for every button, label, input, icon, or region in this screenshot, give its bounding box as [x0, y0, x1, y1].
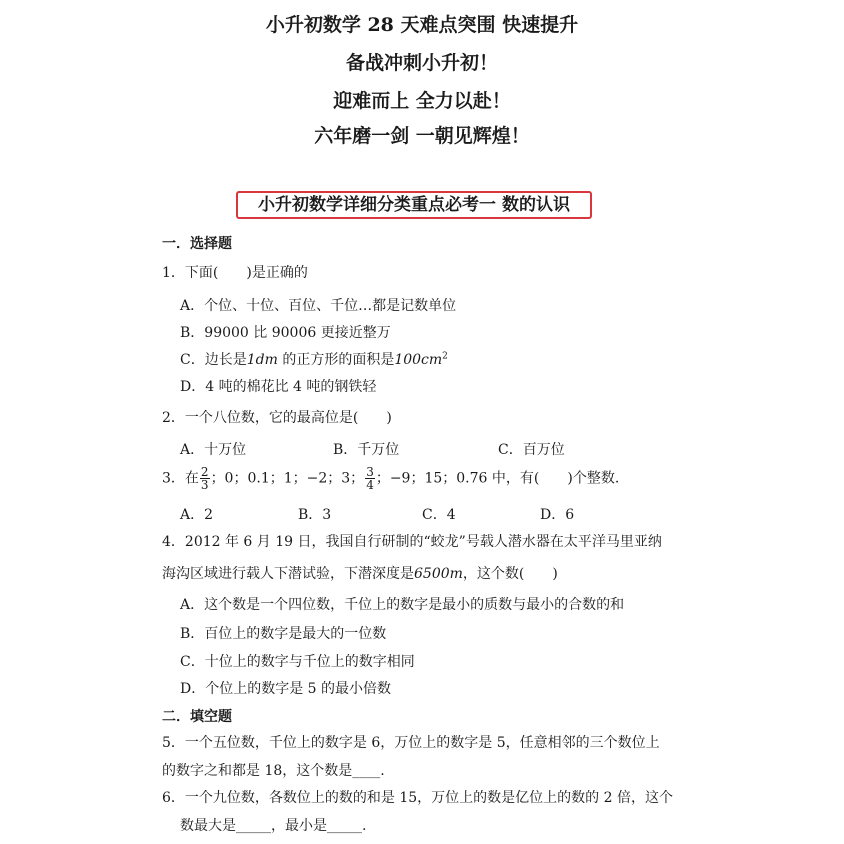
question-3-option-b: B．3	[298, 507, 332, 523]
question-1-option-c-unit1: 1dm	[246, 352, 278, 368]
header-line-1: 小升初数学 28 天难点突围 快速提升	[265, 14, 579, 36]
section-title-box: 小升初数学详细分类重点必考一 数的认识	[236, 191, 592, 219]
question-4-option-b: B．百位上的数字是最大的一位数	[180, 626, 387, 642]
question-3-fraction-1: $\frac{2}{3}$	[200, 465, 209, 492]
question-2-stem: 2．一个八位数，它的最高位是( )	[162, 410, 392, 426]
question-4-option-a: A．这个数是一个四位数，千位上的数字是最小的质数与最小的合数的和	[180, 597, 625, 613]
question-3-option-c: C．4	[422, 507, 456, 523]
question-1-option-b: B．99000 比 90006 更接近整万	[180, 325, 391, 341]
question-4-option-d: D．个位上的数字是 5 的最小倍数	[180, 681, 392, 697]
question-3-option-d: D．6	[540, 507, 575, 523]
section-heading-choice: 一．选择题	[162, 236, 232, 252]
question-1-option-a: A．个位、十位、百位、千位…都是记数单位	[180, 298, 457, 314]
section-heading-fill-blank: 二．填空题	[162, 709, 232, 725]
question-6-line-2: 数最大是_____，最小是_____.	[180, 818, 367, 834]
question-3-fraction-2: $\frac{3}{4}$	[366, 465, 374, 492]
question-2-option-b: B．千万位	[333, 442, 400, 458]
question-4-depth-value: 6500m	[414, 566, 463, 582]
question-1-stem: 1．下面( )是正确的	[162, 265, 308, 281]
question-3-suffix: ；−9；15；0.76 中，有( )个整数.	[375, 470, 620, 487]
question-3-stem	[162, 466, 619, 491]
question-1-option-c-mid: 的正方形的面积是	[277, 352, 395, 368]
header-line-4: 六年磨一剑 一朝见辉煌！	[314, 125, 530, 147]
question-4-line-1: 4．2012 年 6 月 19 日，我国自行研制的“蛟龙”号载人潜水器在太平洋马里亚纳	[162, 534, 662, 550]
question-6-line-1: 6．一个九位数，各数位上的数的和是 15，万位上的数是亿位上的数的 2 倍，这个	[162, 790, 673, 806]
question-4-line-2-text: 海沟区域进行载人下潜试验，下潜深度是	[162, 566, 414, 582]
question-4-line-2-tail: ，这个数( )	[462, 566, 558, 582]
question-5-line-1: 5．一个五位数，千位上的数字是 6，万位上的数字是 5，任意相邻的三个数位上	[162, 735, 660, 751]
question-3-middle: ；0；0.1；1；−2；3；	[210, 470, 365, 487]
question-4-line-2	[162, 563, 558, 583]
question-2-option-c: C．百万位	[498, 442, 565, 458]
question-1-option-d: D．4 吨的棉花比 4 吨的钢铁轻	[180, 379, 377, 395]
question-3-prefix: 3．在	[162, 470, 199, 487]
header-line-2: 备战冲刺小升初！	[345, 52, 498, 74]
question-1-option-c-text: C．边长是	[180, 352, 247, 368]
question-1-option-c-unit2: 100cm	[394, 352, 443, 368]
question-3-option-a: A．2	[180, 507, 214, 523]
header-line-3: 迎难而上 全力以赴！	[333, 90, 511, 112]
question-4-option-c: C．十位上的数字与千位上的数字相同	[180, 654, 415, 670]
question-1-option-c	[180, 349, 448, 369]
question-1-option-c-sup: 2	[442, 351, 448, 362]
question-5-line-2: 的数字之和都是 18，这个数是____.	[162, 763, 385, 779]
question-2-option-a: A．十万位	[180, 442, 247, 458]
